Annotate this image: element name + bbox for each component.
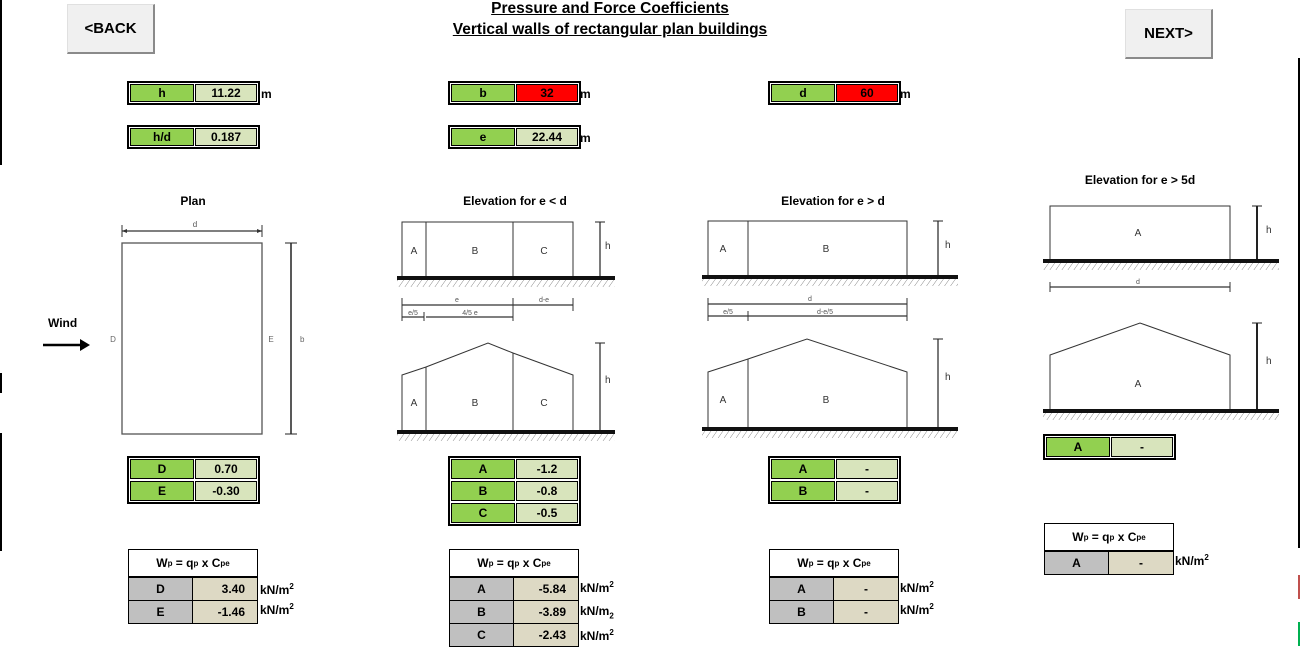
pressure-formula: W p = q p x C pe xyxy=(770,550,898,577)
wind-label: Wind xyxy=(48,316,78,330)
pressure-formula: W p = q p x C pe xyxy=(129,550,257,577)
input-h-unit: m xyxy=(261,87,272,101)
pressure-unit: $kN/m^2$ xyxy=(260,602,294,617)
pressure-row-B xyxy=(450,600,578,623)
svg-text:A: A xyxy=(1134,228,1142,239)
input-h-value[interactable]: 11.22 xyxy=(195,84,257,102)
pressure-zone-label: A xyxy=(1045,552,1109,574)
svg-text:B: B xyxy=(822,395,830,406)
elev-e-lt-d-pressure-table xyxy=(449,549,579,647)
coef-value: - xyxy=(836,459,898,479)
pressure-value: - xyxy=(834,601,898,623)
input-d-unit: m xyxy=(900,87,911,101)
svg-text:h: h xyxy=(1266,225,1272,236)
coef-row-D xyxy=(129,458,258,480)
left-edge-line-mid xyxy=(0,373,2,393)
page-subtitle: Vertical walls of rectangular plan buildings xyxy=(452,21,768,38)
input-h-over-d-label: h/d xyxy=(130,128,194,146)
input-b-label: b xyxy=(451,84,515,102)
coef-zone-label: A xyxy=(451,459,515,479)
pressure-zone-label: A xyxy=(770,578,834,600)
pressure-zone-label: E xyxy=(129,601,193,623)
pressure-value: -2.43 xyxy=(514,624,578,646)
coef-row-A xyxy=(1045,436,1174,458)
input-e xyxy=(448,125,581,149)
svg-text:A: A xyxy=(719,244,727,255)
svg-text:C: C xyxy=(540,398,548,409)
pressure-unit: $kN/m^2$ xyxy=(1175,553,1209,568)
input-d xyxy=(768,81,901,105)
svg-text:e/5: e/5 xyxy=(723,309,733,316)
pressure-row-D xyxy=(129,577,257,600)
pressure-value: - xyxy=(834,578,898,600)
svg-text:h: h xyxy=(1266,356,1272,367)
svg-text:b: b xyxy=(300,335,305,344)
page-title: Pressure and Force Coefficients xyxy=(491,0,729,17)
elev-e-lt-d-diagram xyxy=(395,215,620,445)
pressure-row-B xyxy=(770,600,898,623)
pressure-unit: $kN/m^2$ xyxy=(900,580,934,595)
coef-value: -0.8 xyxy=(516,481,578,501)
pressure-unit: $kN/m^2$ xyxy=(580,628,614,643)
elev-e-gt-d-coefficient-table xyxy=(768,456,901,504)
right-edge-line xyxy=(1298,58,1300,548)
pressure-value: - xyxy=(1109,552,1173,574)
right-edge-mark-green xyxy=(1298,622,1300,646)
pressure-zone-label: B xyxy=(770,601,834,623)
coef-zone-label: A xyxy=(771,459,835,479)
svg-text:B: B xyxy=(471,398,479,409)
coef-row-B xyxy=(770,480,899,502)
coef-row-B xyxy=(450,480,579,502)
coef-zone-label: E xyxy=(130,481,194,501)
svg-text:d-e: d-e xyxy=(538,297,550,304)
svg-text:h: h xyxy=(945,372,951,383)
svg-text:A: A xyxy=(410,246,418,257)
input-h xyxy=(127,81,260,105)
svg-text:4/5 e: 4/5 e xyxy=(462,310,478,317)
left-edge-line-bottom xyxy=(0,433,2,551)
svg-text:h: h xyxy=(605,241,611,252)
pressure-value: 3.40 xyxy=(193,578,257,600)
elev-e-gt-5d-diagram xyxy=(1040,198,1285,428)
right-edge-mark-red xyxy=(1298,575,1300,599)
elev-e-gt-5d-coefficient-table xyxy=(1043,434,1176,460)
elev-e-gt-d-pressure-table xyxy=(769,549,899,624)
input-b-value[interactable]: 32 xyxy=(516,84,578,102)
svg-text:d: d xyxy=(192,220,198,229)
pressure-value: -1.46 xyxy=(193,601,257,623)
svg-text:A: A xyxy=(719,395,727,406)
pressure-zone-label: B xyxy=(450,601,514,623)
input-h-over-d-value: 0.187 xyxy=(195,128,257,146)
elev-e-gt-5d-title: Elevation for e > 5d xyxy=(1084,173,1196,187)
coef-zone-label: C xyxy=(451,503,515,523)
elev-e-gt-d-title: Elevation for e > d xyxy=(781,194,885,208)
left-edge-line-top xyxy=(0,0,2,165)
input-b-unit: m xyxy=(580,87,591,101)
elev-e-lt-d-title: Elevation for e < d xyxy=(463,194,567,208)
coef-zone-label: D xyxy=(130,459,194,479)
pressure-unit: $kN/m^2$ xyxy=(260,582,294,597)
svg-text:e/5: e/5 xyxy=(408,310,418,317)
coef-value: -0.30 xyxy=(195,481,257,501)
wind-arrow-icon xyxy=(43,339,90,351)
plan-coefficient-table xyxy=(127,456,260,504)
coef-row-A xyxy=(770,458,899,480)
pressure-row-E xyxy=(129,600,257,623)
svg-text:D: D xyxy=(110,335,116,344)
coef-zone-label: B xyxy=(771,481,835,501)
coef-value: - xyxy=(836,481,898,501)
pressure-zone-label: D xyxy=(129,578,193,600)
elev-e-gt-5d-pressure-table xyxy=(1044,523,1174,575)
svg-text:d: d xyxy=(808,296,812,303)
coef-zone-label: A xyxy=(1046,437,1110,457)
pressure-value: -5.84 xyxy=(514,578,578,600)
pressure-value: -3.89 xyxy=(514,601,578,623)
coef-value: -1.2 xyxy=(516,459,578,479)
svg-text:d: d xyxy=(1136,279,1140,286)
svg-text:B: B xyxy=(471,246,479,257)
pressure-unit: $kN/m^2$ xyxy=(900,602,934,617)
input-e-unit: m xyxy=(580,131,591,145)
pressure-unit: $kN/m^2$ xyxy=(580,580,614,595)
pressure-unit: $kN/m_2$ xyxy=(580,604,614,621)
input-h-over-d xyxy=(127,125,260,149)
coef-row-E xyxy=(129,480,258,502)
input-e-value: 22.44 xyxy=(516,128,578,146)
input-e-label: e xyxy=(451,128,515,146)
coef-row-A xyxy=(450,458,579,480)
back-button[interactable]: <BACK xyxy=(67,4,155,54)
svg-text:C: C xyxy=(540,246,548,257)
next-button[interactable]: NEXT> xyxy=(1125,9,1213,59)
plan-pressure-table xyxy=(128,549,258,624)
svg-text:h: h xyxy=(945,240,951,251)
pressure-row-A xyxy=(450,577,578,600)
elev-e-gt-d-diagram xyxy=(700,215,960,445)
svg-text:e: e xyxy=(455,297,459,304)
coef-row-C xyxy=(450,502,579,524)
coef-zone-label: B xyxy=(451,481,515,501)
plan-title: Plan xyxy=(180,194,206,208)
coef-value: - xyxy=(1111,437,1173,457)
svg-text:A: A xyxy=(1134,379,1142,390)
svg-text:h: h xyxy=(605,375,611,386)
input-b xyxy=(448,81,581,105)
plan-diagram xyxy=(40,205,310,445)
svg-text:B: B xyxy=(822,244,830,255)
input-d-label: d xyxy=(771,84,835,102)
svg-text:A: A xyxy=(410,398,418,409)
svg-text:d-e/5: d-e/5 xyxy=(817,309,833,316)
pressure-row-A xyxy=(1045,551,1173,574)
pressure-zone-label: C xyxy=(450,624,514,646)
elev-e-lt-d-coefficient-table xyxy=(448,456,581,526)
pressure-zone-label: A xyxy=(450,578,514,600)
pressure-row-C xyxy=(450,623,578,646)
coef-value: 0.70 xyxy=(195,459,257,479)
coef-value: -0.5 xyxy=(516,503,578,523)
input-h-label: h xyxy=(130,84,194,102)
pressure-row-A xyxy=(770,577,898,600)
svg-text:E: E xyxy=(268,335,274,344)
input-d-value[interactable]: 60 xyxy=(836,84,898,102)
pressure-formula: W p = q p x C pe xyxy=(1045,524,1173,551)
pressure-formula: W p = q p x C pe xyxy=(450,550,578,577)
